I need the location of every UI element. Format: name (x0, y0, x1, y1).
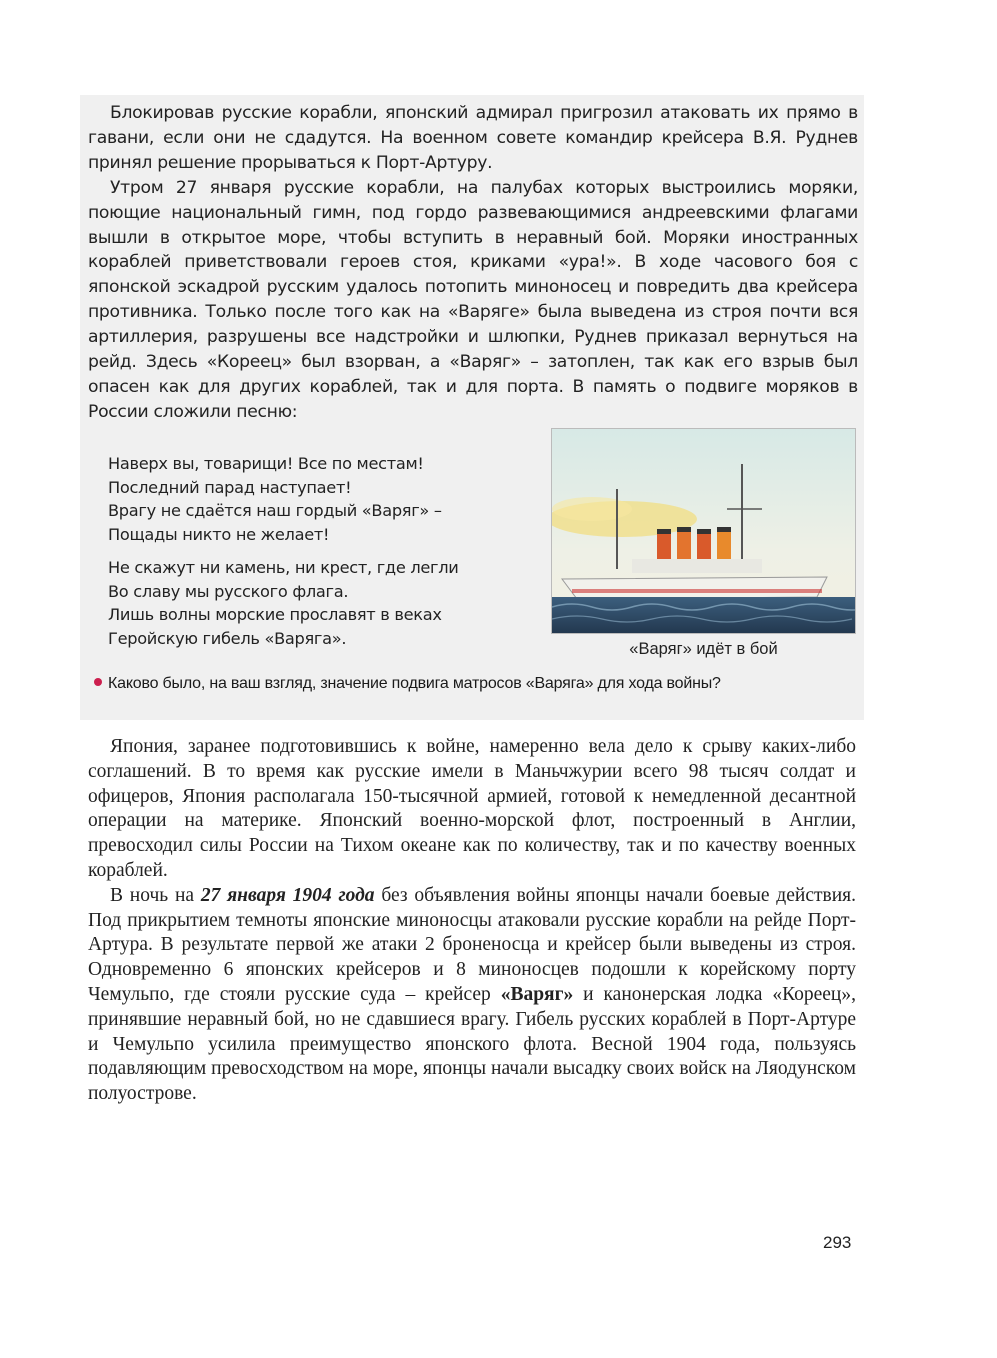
poem-line: Наверх вы, товарищи! Все по местам! (108, 454, 424, 473)
main-body-text (88, 735, 856, 1107)
poem-line: Не скажут ни камень, ни крест, где легли (108, 558, 459, 577)
body-paragraph-1: Япония, заранее подготовившись к войне, намеренно вела дело к срыву каких-либо соглашений. В то время как русские имели в Маньчжурии всего 98 тысяч солдат и офицеров, Япония располагала 150-тысячной армией, готовой к немедленной десантной операции на материке. Японский военно-морской флот, построенный в Англии, превосходил силы России на Тихом океане как по количеству, так и по качеству военных кораблей. (88, 736, 856, 881)
ship-name-bold: «Варяг» (500, 983, 574, 1005)
poem-line: Последний парад наступает! (108, 477, 352, 497)
text-span: и канонерская лодка «Кореец», принявшие неравный бой, но не сдавшиеся врагу. Гибель русских кораблей в Порт-Артуре и Чемульпо усилила преимущество японского флота. Весной 1904 года, пользуясь подавляющим превосходством на море, японцы начали высадку своих войск на Ляодунском полуострове. (88, 983, 856, 1105)
poem-line: Пощады никто не желает! (108, 524, 330, 544)
body-paragraph-2 (88, 884, 856, 1107)
song-poem (108, 452, 538, 660)
question-text: Каково было, на ваш взгляд, значение подвига матросов «Варяга» для хода войны? (108, 675, 721, 692)
warship-illustration-icon (552, 429, 855, 633)
poem-stanza-2 (108, 556, 538, 650)
figure-caption: «Варяг» идёт в бой (629, 640, 778, 658)
sidebar-intro-text (88, 101, 858, 425)
review-question (94, 675, 864, 693)
highlighted-date: 27 января 1904 года (200, 884, 375, 906)
text-span: без объявления войны японцы начали боевые действия. Под прикрытием темноты японские миноносцы атаковали русские корабли на рейде Порт-Артура. В результате первой же атаки 2 броненосца и крейсер были выведены из строя. Одновременно 6 японских крейсеров и 8 миноносцев подошли к корейскому порту Чемульпо, где стояли русские суда – крейсер (88, 884, 856, 1005)
poem-line: Лишь волны морские прославят в веках (108, 605, 442, 624)
cruiser-painting-image (551, 428, 856, 634)
varyag-sidebar-box (80, 95, 864, 720)
poem-line: Геройскую гибель «Варяга». (108, 628, 347, 648)
poem-stanza-1 (108, 452, 538, 546)
poem-line: Во славу мы русского флага. (108, 581, 349, 601)
bullet-icon (94, 678, 102, 686)
poem-line: Врагу не сдаётся наш гордый «Варяг» – (108, 501, 442, 520)
sidebar-paragraph-1: Блокировав русские корабли, японский адмирал пригрозил атаковать их прямо в гавани, если они не сдадутся. На военном совете командир крейсера В.Я. Руднев принял решение прорываться к Порт-Артуру. (88, 103, 858, 173)
text-span: В ночь на (110, 884, 201, 906)
sidebar-paragraph-2: Утром 27 января русские корабли, на палубах которых выстроились моряки, поющие национальный гимн, под гордо развевающимися андреевскими флагами вышли в открытое море, чтобы вступить в неравный бой. Моряки иностранных кораблей приветствовали героев стоя, криками «ура!». В ходе часового боя с японской эскадрой русским удалось потопить миноносец и повредить два крейсера противника. Только после того как на «Варяге» была выведена из строя почти вся артиллерия, разрушены все надстройки и шлюпки, Руднев приказал вернуться на рейд. Здесь «Кореец» был взорван, а «Варяг» – затоплен, так как его взрыв был опасен как для других кораблей, так и для порта. В память о подвиге моряков в России сложили песню: (88, 177, 858, 422)
page-number: 293 (823, 1233, 852, 1252)
